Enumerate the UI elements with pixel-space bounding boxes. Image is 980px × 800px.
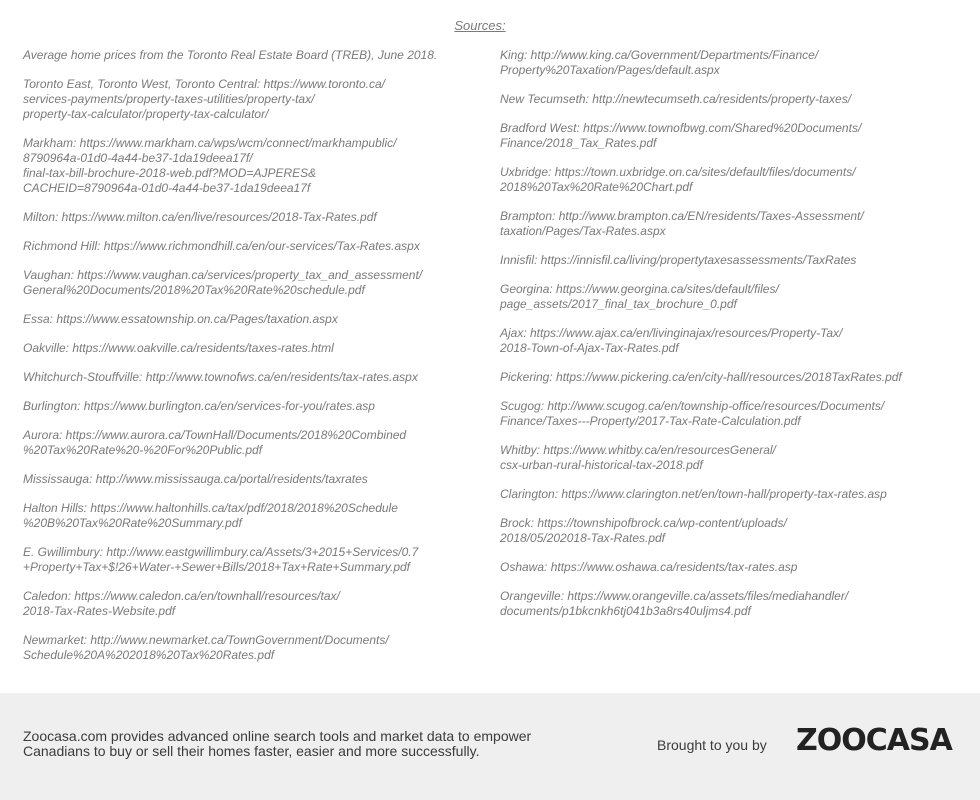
source-entry: Toronto East, Toronto West, Toronto Central: https://www.toronto.ca/ services-payments/property-taxes-utilities/property-tax/ property-tax-calculator/property-tax-calculator/: [23, 77, 385, 121]
source-entry: Burlington: https://www.burlington.ca/en/services-for-you/rates.asp: [23, 399, 375, 413]
sources-title: Sources:: [454, 18, 506, 33]
source-entry: Milton: https://www.milton.ca/en/live/resources/2018-Tax-Rates.pdf: [23, 210, 377, 224]
source-entry: Clarington: https://www.clarington.net/en/town-hall/property-tax-rates.asp: [500, 487, 887, 501]
sources-left-column: [23, 48, 493, 677]
source-entry: Innisfil: https://innisfil.ca/living/propertytaxesassessments/TaxRates: [500, 253, 857, 267]
brought-by-text: Brought to you by: [657, 737, 767, 753]
source-entry: Uxbridge: https://town.uxbridge.on.ca/sites/default/files/documents/ 2018%20Tax%20Rate%20Chart.pdf: [500, 165, 856, 194]
source-entry: New Tecumseth: http://newtecumseth.ca/residents/property-taxes/: [500, 92, 852, 106]
source-entry: Newmarket: http://www.newmarket.ca/TownGovernment/Documents/ Schedule%20A%202018%20Tax%20Rates.pdf: [23, 633, 389, 662]
source-entry: Caledon: https://www.caledon.ca/en/townhall/resources/tax/ 2018-Tax-Rates-Website.pdf: [23, 589, 340, 618]
source-entry: Ajax: https://www.ajax.ca/en/livinginajax/resources/Property-Tax/ 2018-Town-of-Ajax-Tax-Rates.pdf: [500, 326, 843, 355]
sources-right-column: [500, 48, 970, 633]
source-entry: Halton Hills: https://www.haltonhills.ca/tax/pdf/2018/2018%20Schedule %20B%20Tax%20Rate%20Summary.pdf: [23, 501, 398, 530]
source-entry: Essa: https://www.essatownship.on.ca/Pages/taxation.aspx: [23, 312, 338, 326]
source-entry: Oshawa: https://www.oshawa.ca/residents/tax-rates.asp: [500, 560, 798, 574]
source-entry: Brampton: http://www.brampton.ca/EN/residents/Taxes-Assessment/ taxation/Pages/Tax-Rates.aspx: [500, 209, 864, 238]
source-entry: Whitchurch-Stouffville: http://www.townofws.ca/en/residents/tax-rates.aspx: [23, 370, 418, 384]
source-entry: E. Gwillimbury: http://www.eastgwillimbury.ca/Assets/3+2015+Services/0.7 +Property+Tax+$!26+Water-+Sewer+Bills/2018+Tax+Rate+Summary.pdf: [23, 545, 419, 574]
source-entry: Oakville: https://www.oakville.ca/residents/taxes-rates.html: [23, 341, 334, 355]
footer-description: Zoocasa.com provides advanced online search tools and market data to empower Canadians to buy or sell their homes faster, easier and more successfully.: [23, 728, 532, 759]
source-entry: Markham: https://www.markham.ca/wps/wcm/connect/markhampublic/ 8790964a-01d0-4a44-be37-1da19deea17f/ final-tax-bill-brochure-2018-web.pdf?MOD=AJPERES& CACHEID=8790964a-01d0-4a44-be37-1da19deea17f: [23, 136, 397, 195]
zoocasa-logo: ZOOCASA: [796, 723, 952, 758]
source-entry: Brock: https://townshipofbrock.ca/wp-content/uploads/ 2018/05/202018-Tax-Rates.pdf: [500, 516, 787, 545]
source-entry: Scugog: http://www.scugog.ca/en/township-office/resources/Documents/ Finance/Taxes---Property/2017-Tax-Rate-Calculation.pdf: [500, 399, 885, 428]
source-entry: Mississauga: http://www.mississauga.ca/portal/residents/taxrates: [23, 472, 368, 486]
source-entry: Average home prices from the Toronto Real Estate Board (TREB), June 2018.: [23, 48, 438, 62]
source-entry: Whitby: https://www.whitby.ca/en/resourcesGeneral/ csx-urban-rural-historical-tax-2018.pdf: [500, 443, 776, 472]
source-entry: Aurora: https://www.aurora.ca/TownHall/Documents/2018%20Combined %20Tax%20Rate%20-%20For%20Public.pdf: [23, 428, 407, 457]
source-entry: Richmond Hill: https://www.richmondhill.ca/en/our-services/Tax-Rates.aspx: [23, 239, 420, 253]
source-entry: Pickering: https://www.pickering.ca/en/city-hall/resources/2018TaxRates.pdf: [500, 370, 902, 384]
footer: [0, 693, 980, 800]
source-entry: Bradford West: https://www.townofbwg.com/Shared%20Documents/ Finance/2018_Tax_Rates.pdf: [500, 121, 862, 150]
source-entry: Georgina: https://www.georgina.ca/sites/default/files/ page_assets/2017_final_tax_brochure_0.pdf: [500, 282, 779, 311]
source-entry: King: http://www.king.ca/Government/Departments/Finance/ Property%20Taxation/Pages/default.aspx: [500, 48, 819, 77]
source-entry: Orangeville: https://www.orangeville.ca/assets/files/mediahandler/ documents/p1bkcnkh6tj041b3a8rs40uljms4.pdf: [500, 589, 849, 618]
source-entry: Vaughan: https://www.vaughan.ca/services/property_tax_and_assessment/ General%20Documents/2018%20Tax%20Rate%20schedule.pdf: [23, 268, 423, 297]
